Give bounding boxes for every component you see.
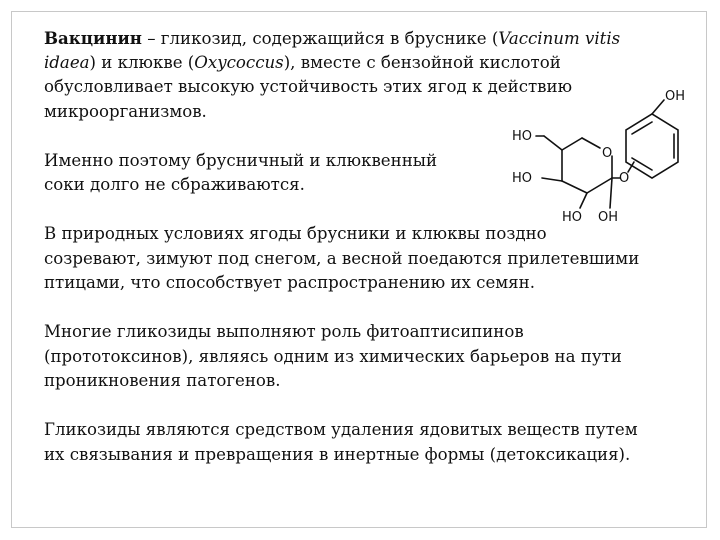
label-ho-left: HO (512, 129, 533, 144)
paragraph-5-line-2: их связывания и превращения в инертные формы (детоксикация). (44, 444, 631, 464)
label-o-ring: O (602, 146, 613, 161)
paragraph-2-line-2: соки долго не сбраживаются. (44, 175, 305, 194)
phenol-bond (652, 100, 664, 114)
label-ho-mid: HO (512, 171, 533, 186)
label-oh-bottom: OH (598, 210, 619, 225)
paragraph-1-line-4: микроорганизмов. (44, 101, 207, 121)
paragraph-4-line-2: (прототоксинов), являясь одним из химических барьеров на пути (44, 346, 622, 366)
ring-bond (582, 138, 600, 148)
term-vaccinin: Вакцинин (44, 28, 142, 48)
paragraph-3-line-2: созревают, зимуют под снегом, а весной поедаются прилетевшими (44, 248, 640, 268)
paragraph-3-line-1: В природных условиях ягоды брусники и клюквы поздно (44, 224, 547, 243)
oh-bond (580, 193, 587, 208)
paragraph-1-line-1: Вакцинин – гликозид, содержащийся в бруснике (Vaccinum vitis (44, 28, 621, 48)
paragraph-4-line-3: проникновения патогенов. (44, 371, 281, 390)
label-o-link: O (619, 171, 630, 186)
paragraph-1-line-3: обусловливает высокую устойчивость этих ягод к действию (44, 77, 573, 96)
paragraph-2-line-1: Именно поэтому брусничный и клюквенный (44, 150, 438, 170)
label-oh-top: OH (665, 89, 686, 104)
paragraph-4-line-1: Многие гликозиды выполняют роль фитоаптисипинов (44, 322, 524, 341)
paragraph-1-line-2: idaea) и клюкве (Oxycoccus), вместе с бензойной кислотой (44, 52, 561, 72)
paragraph-3-line-3: птицами, что способствует распространению их семян. (44, 273, 535, 292)
paragraph-5-line-1: Гликозиды являются средством удаления ядовитых веществ путем (44, 420, 638, 439)
benzene-ring (626, 114, 678, 178)
label-ho-bottom: HO (562, 210, 583, 225)
vaccinin-structure-diagram (500, 78, 700, 228)
ring-bond (587, 178, 612, 193)
oh-bond (542, 178, 562, 181)
ch2-bond (544, 136, 562, 150)
ring-bond (562, 181, 587, 193)
ring-bond (562, 138, 582, 150)
oh-bond (610, 178, 612, 208)
